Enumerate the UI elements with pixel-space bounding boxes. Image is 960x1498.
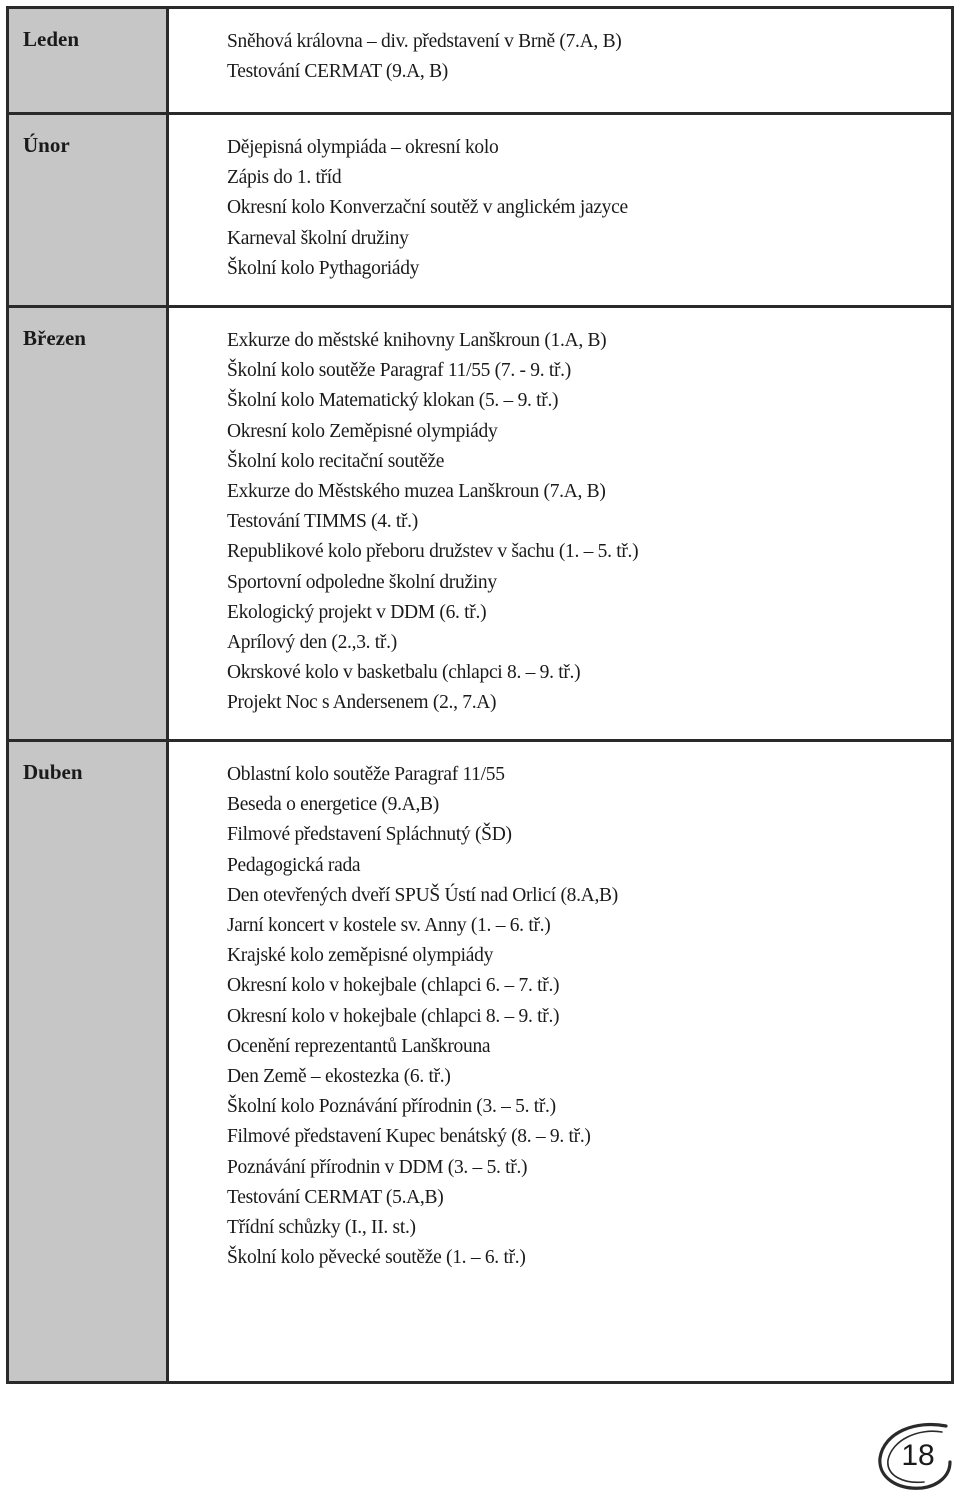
- page-number-badge: [876, 1418, 954, 1492]
- event-item: Beseda o energetice (9.A,B): [227, 794, 439, 816]
- event-item: Školní kolo Poznávání přírodnin (3. – 5. tř.): [227, 1096, 556, 1118]
- event-item: Okresní kolo v hokejbale (chlapci 8. – 9. tř.): [227, 1005, 560, 1027]
- event-item: Filmové představení Kupec benátský (8. – 9. tř.): [227, 1126, 591, 1148]
- event-item: Okresní kolo Zeměpisné olympiády: [227, 420, 498, 442]
- event-item: Školní kolo soutěže Paragraf 11/55 (7. - 9. tř.): [227, 360, 571, 382]
- event-item: Ekologický projekt v DDM (6. tř.): [227, 601, 487, 623]
- event-item: Exkurze do Městského muzea Lanškroun (7.A, B): [227, 481, 606, 503]
- month-label-cell: [9, 742, 169, 1381]
- month-name: Duben: [23, 760, 83, 784]
- event-item: Okrskové kolo v basketbalu (chlapci 8. – 9. tř.): [227, 662, 581, 684]
- page-number: 18: [901, 1439, 935, 1472]
- month-label-cell: [9, 308, 169, 739]
- event-item: Oblastní kolo soutěže Paragraf 11/55: [227, 764, 505, 785]
- event-item: Testování CERMAT (9.A, B): [227, 61, 448, 83]
- event-item: Testování TIMMS (4. tř.): [227, 511, 418, 533]
- event-item: Sportovní odpoledne školní družiny: [227, 571, 497, 593]
- event-item: Aprílový den (2.,3. tř.): [227, 632, 397, 654]
- event-item: Ocenění reprezentantů Lanškrouna: [227, 1035, 491, 1057]
- month-name: Březen: [23, 326, 86, 350]
- event-item: Okresní kolo Konverzační soutěž v anglickém jazyce: [227, 197, 628, 219]
- month-row-duben: [9, 742, 951, 1381]
- event-calendar-table: [6, 6, 954, 1384]
- event-item: Školní kolo Matematický klokan (5. – 9. tř.): [227, 390, 559, 412]
- event-list: [227, 760, 618, 1273]
- event-item: Den Země – ekostezka (6. tř.): [227, 1066, 451, 1088]
- month-row-leden: [9, 9, 951, 115]
- month-row-brezen: [9, 308, 951, 742]
- event-item: Třídní schůzky (I., II. st.): [227, 1217, 416, 1239]
- event-item: Školní kolo pěvecké soutěže (1. – 6. tř.): [227, 1247, 526, 1269]
- event-item: Zápis do 1. tříd: [227, 167, 342, 189]
- event-item: Den otevřených dveří SPUŠ Ústí nad Orlicí (8.A,B): [227, 884, 618, 906]
- event-item: Testování CERMAT (5.A,B): [227, 1186, 444, 1208]
- event-item: Republikové kolo přeboru družstev v šachu (1. – 5. tř.): [227, 541, 639, 563]
- event-list: [227, 326, 638, 719]
- event-item: Dějepisná olympiáda – okresní kolo: [227, 137, 499, 158]
- month-name: Leden: [23, 27, 80, 51]
- event-item: Projekt Noc s Andersenem (2., 7.A): [227, 692, 497, 714]
- event-item: Školní kolo recitační soutěže: [227, 450, 445, 472]
- event-item: Filmové představení Spláchnutý (ŠD): [227, 824, 512, 846]
- event-list: [227, 133, 628, 284]
- event-item: Pedagogická rada: [227, 854, 361, 876]
- month-name: Únor: [23, 133, 70, 157]
- event-list: [227, 27, 621, 87]
- event-item: Okresní kolo v hokejbale (chlapci 6. – 7. tř.): [227, 975, 560, 997]
- month-label-cell: [9, 115, 169, 305]
- event-item: Exkurze do městské knihovny Lanškroun (1.A, B): [227, 330, 607, 351]
- event-item: Poznávání přírodnin v DDM (3. – 5. tř.): [227, 1156, 528, 1178]
- event-item: Jarní koncert v kostele sv. Anny (1. – 6. tř.): [227, 915, 551, 937]
- event-item: Sněhová královna – div. představení v Brně (7.A, B): [227, 31, 622, 52]
- month-row-unor: [9, 115, 951, 308]
- month-label-cell: [9, 9, 169, 112]
- event-item: Karneval školní družiny: [227, 227, 409, 249]
- event-item: Krajské kolo zeměpisné olympiády: [227, 945, 494, 967]
- event-item: Školní kolo Pythagoriády: [227, 257, 420, 279]
